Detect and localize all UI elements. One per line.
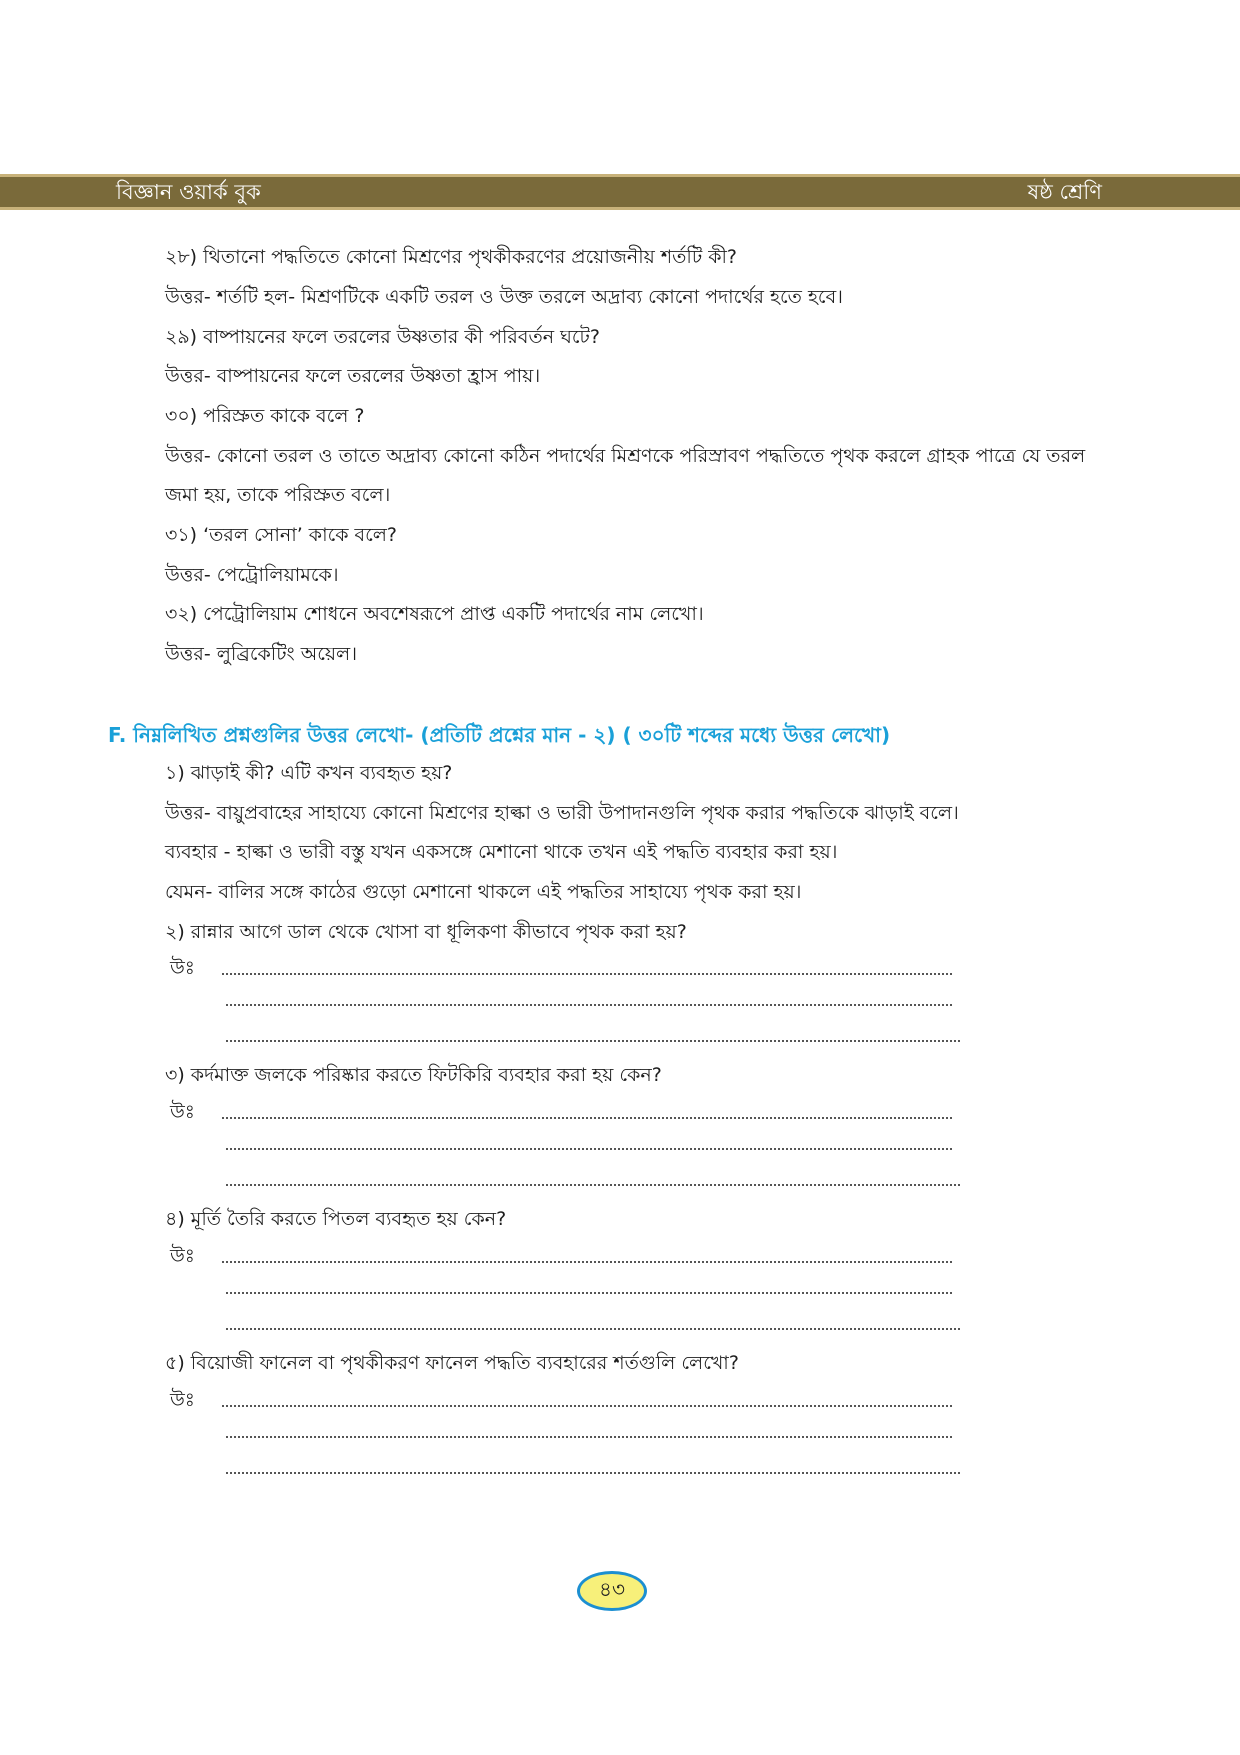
question-32: ৩২) পেট্রোলিয়াম শোধনে অবশেষরূপে প্রাপ্ত একটি পদার্থের নাম লেখো।	[165, 603, 704, 625]
question-28: ২৮) থিতানো পদ্ধতিতে কোনো মিশ্রণের পৃথকীকরণের প্রয়োজনীয় শর্তটি কী?	[165, 246, 738, 268]
answer-28: উত্তর- শর্তটি হল- মিশ্রণটিকে একটি তরল ও উক্ত তরলে অদ্রাব্য কোনো পদার্থের হতে হবে।	[165, 286, 843, 308]
page-number-text: ৪৩	[599, 1576, 625, 1601]
f-question-4: ৪) মূর্তি তৈরি করতে পিতল ব্যবহৃত হয় কেন?	[165, 1208, 507, 1230]
answer-label: উঃ	[170, 1245, 195, 1267]
answer-label: উঃ	[170, 1101, 195, 1123]
f-question-5: ৫) বিয়োজী ফানেল বা পৃথকীকরণ ফানেল পদ্ধতি ব্যবহারের শর্তগুলি লেখো?	[165, 1352, 739, 1374]
answer-29: উত্তর- বাষ্পায়নের ফলে তরলের উষ্ণতা হ্রাস পায়।	[165, 365, 541, 387]
answer-line[interactable]	[226, 1436, 952, 1438]
question-30: ৩০) পরিস্রুত কাকে বলে ?	[165, 405, 365, 427]
answer-line[interactable]	[226, 1004, 952, 1006]
answer-30-line-2: জমা হয়, তাকে পরিস্রুত বলে।	[165, 484, 391, 506]
answer-30-line-1: উত্তর- কোনো তরল ও তাতে অদ্রাব্য কোনো কঠিন পদার্থের মিশ্রণকে পরিস্রাবণ পদ্ধতিতে পৃথক করলে গ্রাহক পাত্রে যে তরল	[165, 445, 1086, 467]
f-question-1: ১) ঝাড়াই কী? এটি কখন ব্যবহৃত হয়?	[165, 762, 453, 784]
answer-line[interactable]	[226, 1292, 952, 1294]
answer-32: উত্তর- লুব্রিকেটিং অয়েল।	[165, 643, 358, 665]
f-question-3: ৩) কর্দমাক্ত জলকে পরিষ্কার করতে ফিটকিরি ব্যবহার করা হয় কেন?	[165, 1064, 662, 1086]
question-31: ৩১) ‘তরল সোনা’ কাকে বলে?	[165, 524, 397, 546]
answer-line[interactable]	[222, 1261, 952, 1263]
answer-line[interactable]	[222, 1117, 952, 1119]
section-f-title: F. নিম্নলিখিত প্রশ্নগুলির উত্তর লেখো- (প্রতিটি প্রশ্নের মান - ২) ( ৩০টি শব্দের মধ্যে উত্তর লেখো)	[108, 723, 891, 747]
answer-line[interactable]	[226, 1148, 952, 1150]
answer-line[interactable]	[222, 973, 952, 975]
answer-label: উঃ	[170, 957, 195, 979]
page-number	[577, 1571, 647, 1611]
f-answer-1-example: যেমন- বালির সঙ্গে কাঠের গুড়ো মেশানো থাকলে এই পদ্ধতির সাহায্যে পৃথক করা হয়।	[165, 881, 802, 903]
answer-line[interactable]	[226, 1328, 960, 1330]
answer-line[interactable]	[222, 1405, 952, 1407]
f-answer-1-usage: ব্যবহার - হাল্কা ও ভারী বস্তু যখন একসঙ্গে মেশানো থাকে তখন এই পদ্ধতি ব্যবহার করা হয়।	[165, 841, 838, 863]
answer-line[interactable]	[226, 1040, 960, 1042]
f-question-2: ২) রান্নার আগে ডাল থেকে খোসা বা ধূলিকণা কীভাবে পৃথক করা হয়?	[165, 921, 687, 943]
book-title: বিজ্ঞান ওয়ার্ক বুক	[116, 180, 261, 204]
answer-label: উঃ	[170, 1389, 195, 1411]
answer-line[interactable]	[226, 1472, 960, 1474]
answer-line[interactable]	[226, 1184, 960, 1186]
answer-31: উত্তর- পেট্রোলিয়ামকে।	[165, 564, 339, 586]
class-label: ষষ্ঠ শ্রেণি	[1027, 180, 1102, 204]
question-29: ২৯) বাষ্পায়নের ফলে তরলের উষ্ণতার কী পরিবর্তন ঘটে?	[165, 326, 600, 348]
f-answer-1: উত্তর- বায়ুপ্রবাহের সাহায্যে কোনো মিশ্রণের হাল্কা ও ভারী উপাদানগুলি পৃথক করার পদ্ধতিকে ঝাড়াই বলে।	[165, 802, 959, 824]
